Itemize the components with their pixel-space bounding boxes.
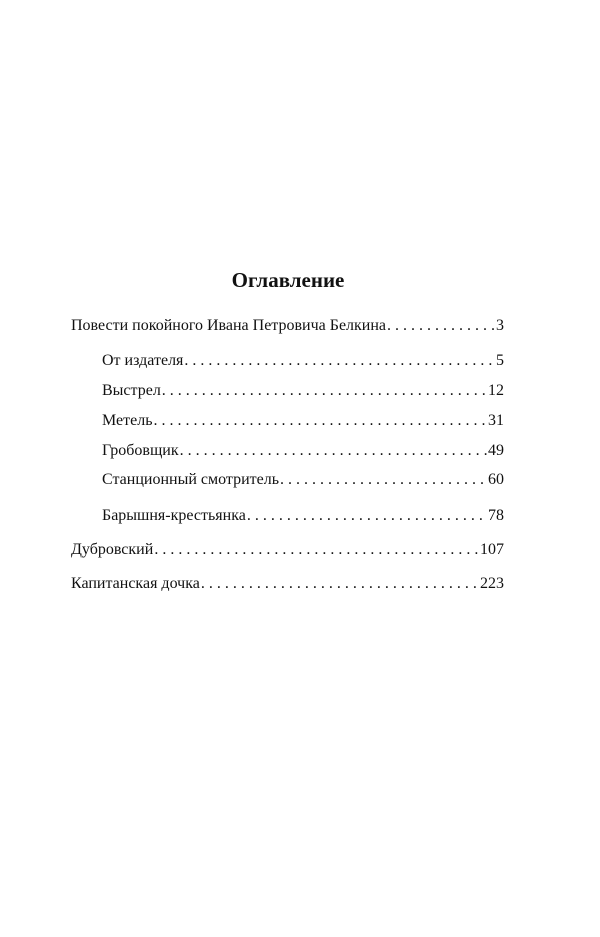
leader-dots bbox=[387, 314, 495, 338]
toc-entry-label: Капитанская дочка bbox=[71, 575, 200, 592]
leader-dots bbox=[201, 572, 479, 596]
toc-entry-peasant-young-lady bbox=[102, 504, 504, 528]
toc-entry-from-publisher bbox=[102, 349, 504, 373]
leader-dots bbox=[154, 538, 479, 562]
toc-entry-label: Дубровский bbox=[71, 541, 154, 558]
toc-entry-label: Выстрел bbox=[102, 382, 161, 399]
toc-entry-page: 5 bbox=[496, 352, 504, 369]
toc-entry-page: 12 bbox=[488, 382, 504, 399]
toc-entry-label: Метель bbox=[102, 412, 153, 429]
leader-dots bbox=[154, 409, 488, 433]
toc-entry-page: 107 bbox=[480, 541, 504, 558]
toc-entry-label: Барышня-крестьянка bbox=[102, 507, 246, 524]
toc-entry-page: 78 bbox=[488, 507, 504, 524]
toc-entry-page: 3 bbox=[496, 317, 504, 334]
toc-entry-page: 223 bbox=[480, 575, 504, 592]
leader-dots bbox=[280, 468, 487, 492]
toc-entry-the-shot bbox=[102, 379, 504, 403]
toc-entry-label: Гробовщик bbox=[102, 442, 179, 459]
toc-entry-snowstorm bbox=[102, 409, 504, 433]
toc-entry-belkin-tales bbox=[71, 314, 504, 338]
toc-entry-page: 60 bbox=[488, 471, 504, 488]
toc-entry-page: 49 bbox=[488, 442, 504, 459]
toc-entry-label: Станционный смотритель bbox=[102, 471, 280, 488]
leader-dots bbox=[162, 379, 487, 403]
toc-title: Оглавление bbox=[231, 268, 345, 292]
leader-dots bbox=[247, 504, 487, 528]
toc-entry-captains-daughter bbox=[71, 572, 504, 596]
toc-entry-undertaker bbox=[102, 439, 504, 463]
toc-entry-dubrovsky bbox=[71, 538, 504, 562]
toc-entry-label: От издателя bbox=[102, 352, 184, 369]
toc-entry-page: 31 bbox=[488, 412, 504, 429]
leader-dots bbox=[184, 349, 495, 373]
toc-entry-stationmaster bbox=[102, 468, 504, 492]
leader-dots bbox=[180, 439, 487, 463]
toc-entry-label: Повести покойного Ивана Петровича Белкина bbox=[71, 317, 387, 334]
